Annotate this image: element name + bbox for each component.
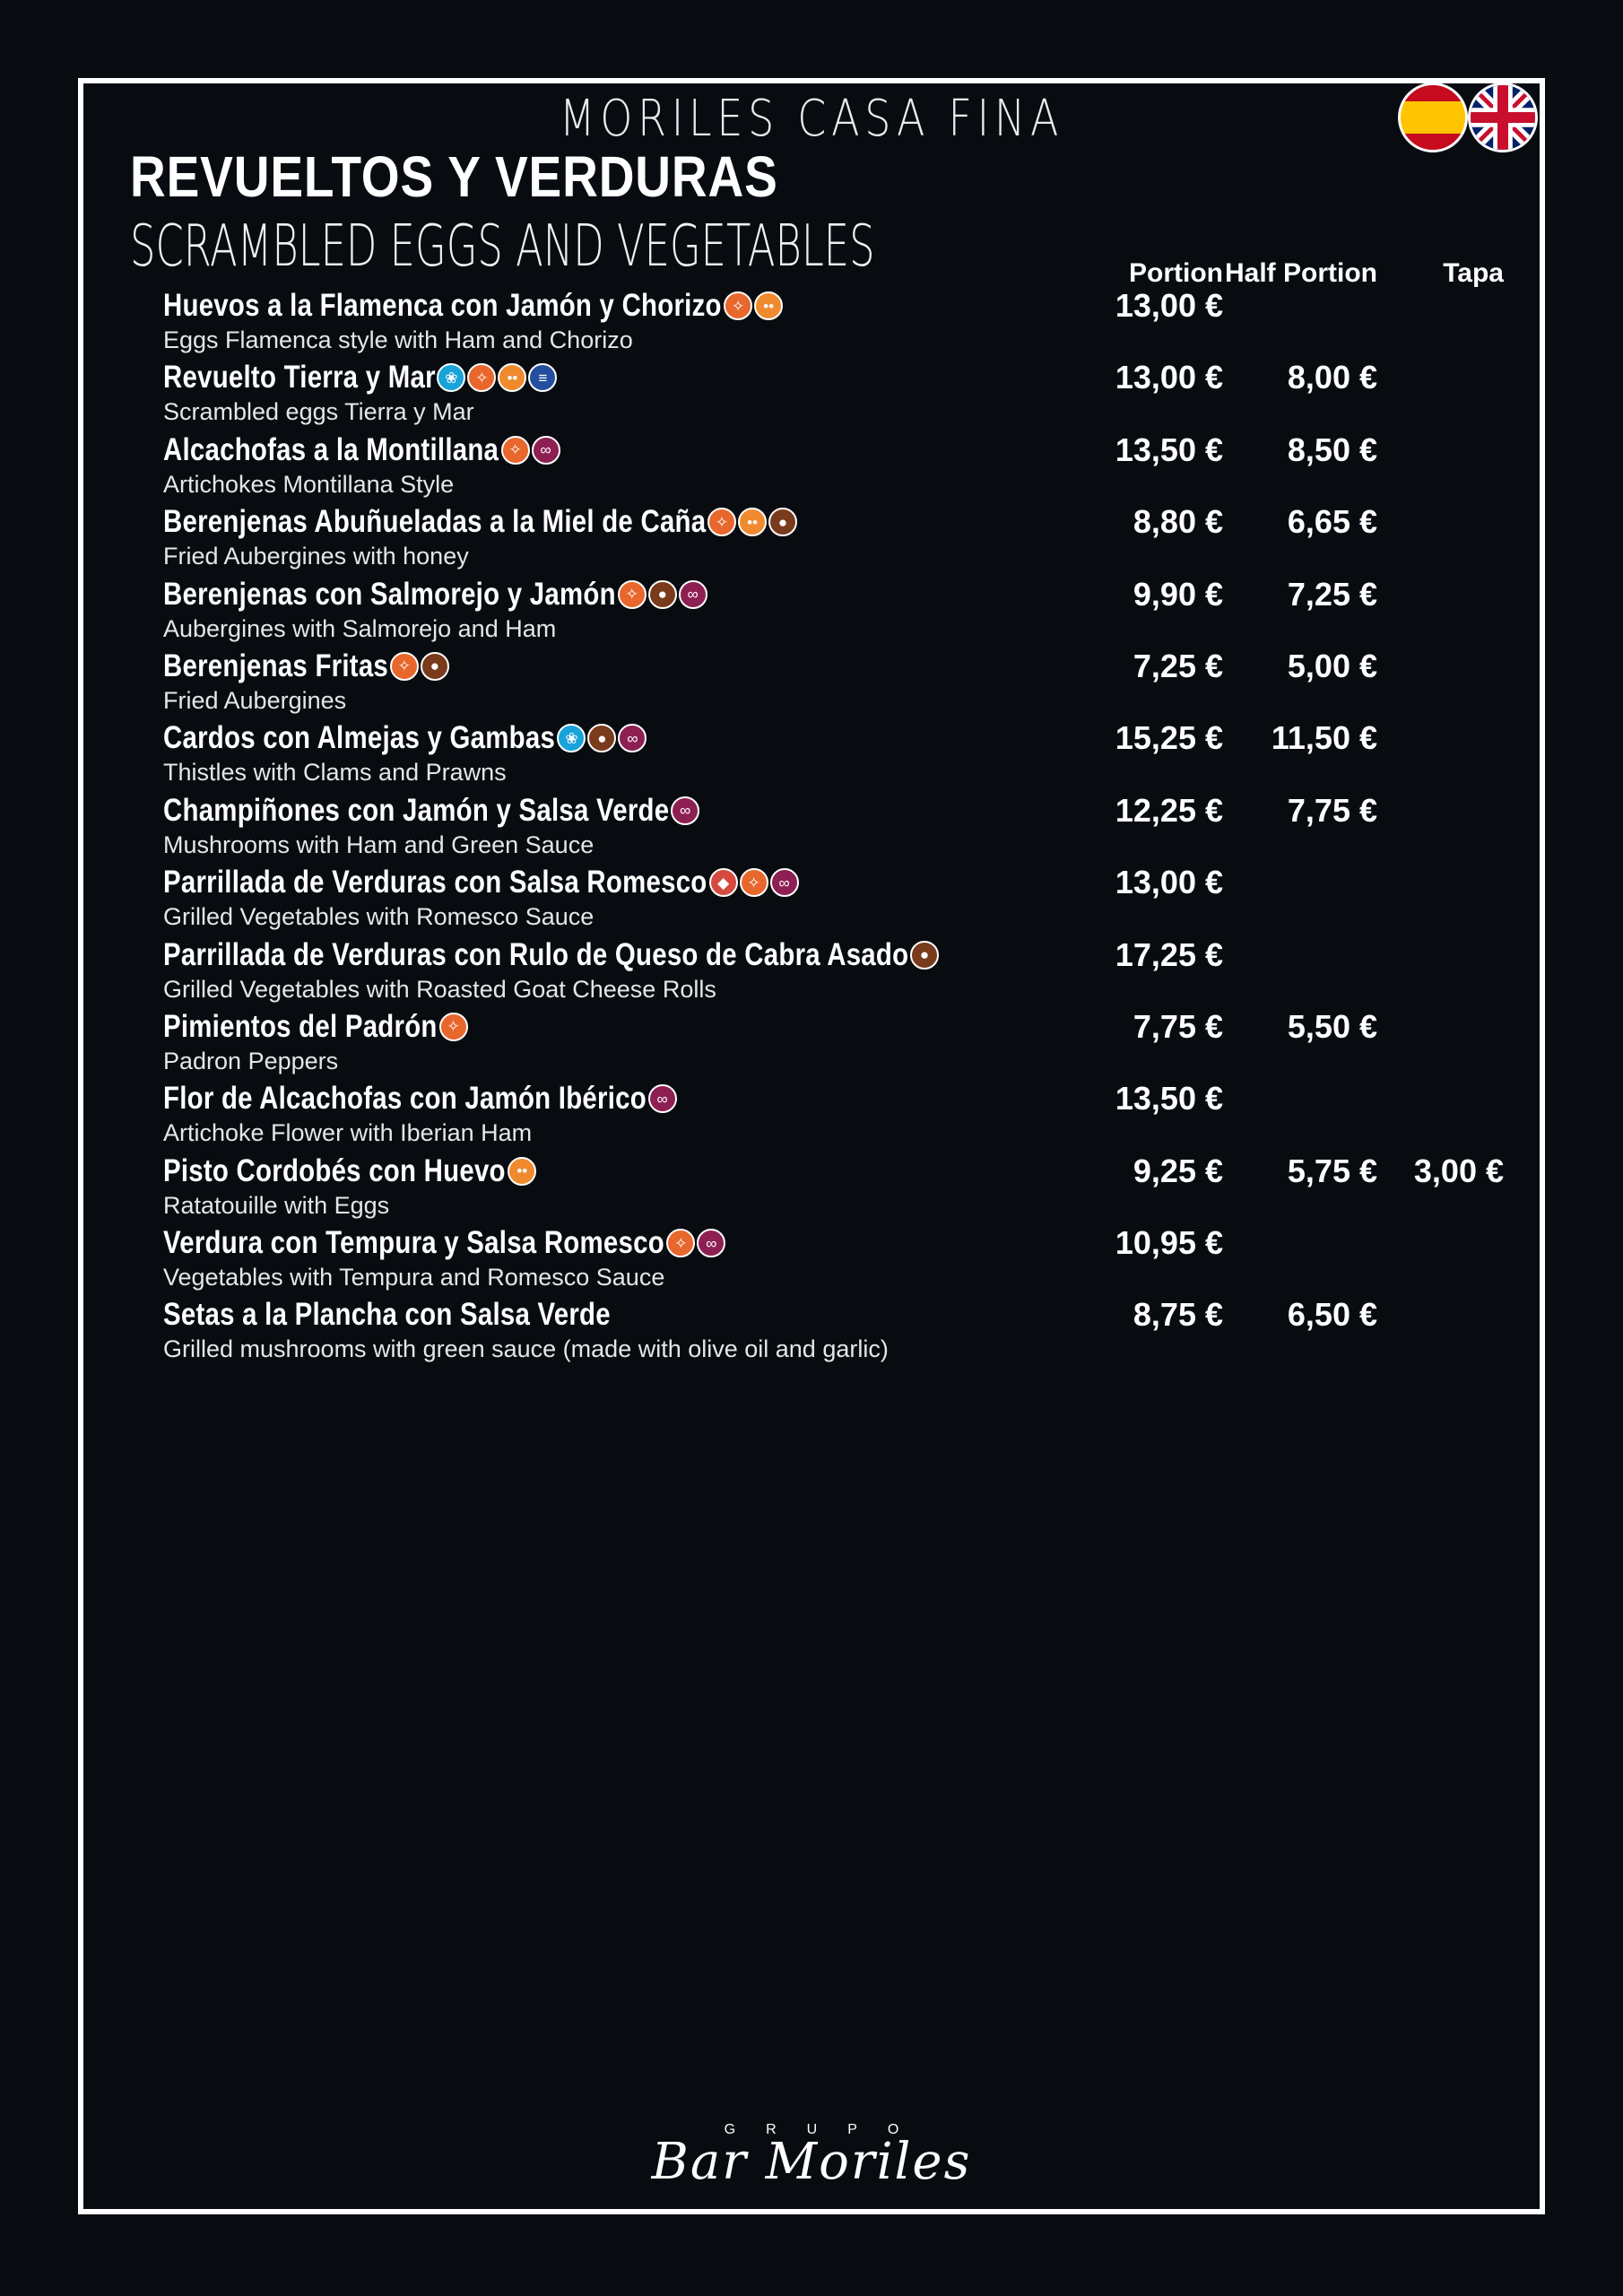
price-half-portion: 5,75 € xyxy=(1287,1152,1377,1189)
menu-item-name-line xyxy=(163,790,699,831)
menu-item-description: Fried Aubergines with honey xyxy=(163,543,469,570)
price-portion: 8,75 € xyxy=(1133,1296,1223,1334)
menu-item-name-line xyxy=(163,1222,725,1264)
sulphite-allergen-icon: ∞ xyxy=(532,436,560,465)
menu-item-description: Padron Peppers xyxy=(163,1047,339,1074)
sulphite-allergen-icon: ∞ xyxy=(671,796,699,825)
language-switcher xyxy=(1398,83,1541,154)
column-header-portion: Portion xyxy=(1129,258,1223,288)
price-portion: 8,80 € xyxy=(1133,503,1223,541)
logo-grupo-text: GRUPO xyxy=(724,2122,930,2137)
egg-allergen-icon: •• xyxy=(498,363,526,392)
egg-allergen-icon: •• xyxy=(508,1157,536,1186)
price-half-portion: 6,50 € xyxy=(1287,1296,1377,1334)
menu-item-name-line xyxy=(163,1151,536,1192)
sulphite-allergen-icon: ∞ xyxy=(770,868,799,897)
nuts-allergen-icon: ● xyxy=(648,580,677,609)
menu-item xyxy=(163,935,1508,1006)
allergen-icons xyxy=(724,291,783,320)
egg-allergen-icon: •• xyxy=(738,508,767,536)
group-logo xyxy=(0,2122,1623,2191)
menu-item xyxy=(163,501,1508,573)
menu-item-name: Berenjenas Abuñueladas a la Miel de Caña xyxy=(163,504,707,540)
price-portion: 9,25 € xyxy=(1133,1152,1223,1189)
price-portion: 13,00 € xyxy=(1115,359,1223,396)
price-portion: 10,95 € xyxy=(1115,1224,1223,1262)
price-half-portion: 7,75 € xyxy=(1287,791,1377,829)
price-half-portion: 11,50 € xyxy=(1271,719,1377,757)
gluten-allergen-icon: ✧ xyxy=(740,868,768,897)
menu-item-description: Grilled Vegetables with Roasted Goat Cheese Rolls xyxy=(163,975,716,1003)
menu-item-name-line xyxy=(163,646,449,687)
menu-list xyxy=(163,285,1508,1367)
menu-item-description: Artichoke Flower with Iberian Ham xyxy=(163,1119,533,1147)
menu-item xyxy=(163,718,1508,789)
gluten-allergen-icon: ✧ xyxy=(467,363,496,392)
menu-item-description: Grilled mushrooms with green sauce (made with olive oil and garlic) xyxy=(163,1335,889,1363)
gluten-allergen-icon: ✧ xyxy=(666,1229,695,1257)
menu-item-name-line xyxy=(163,357,557,398)
crustacean-allergen-icon: ❀ xyxy=(437,363,465,392)
menu-item-description: Ratatouille with Eggs xyxy=(163,1191,390,1219)
price-half-portion: 5,50 € xyxy=(1287,1007,1377,1045)
menu-item-description: Thistles with Clams and Prawns xyxy=(163,759,507,787)
price-half-portion: 8,00 € xyxy=(1287,359,1377,396)
menu-item-description: Artichokes Montillana Style xyxy=(163,470,455,498)
price-half-portion: 6,65 € xyxy=(1287,503,1377,541)
menu-item xyxy=(163,862,1508,934)
price-half-portion: 8,50 € xyxy=(1287,430,1377,468)
menu-item-description: Eggs Flamenca style with Ham and Chorizo xyxy=(163,326,633,353)
menu-item-name: Parrillada de Verduras con Rulo de Queso de Cabra Asado xyxy=(163,936,909,972)
section-title-en: SCRAMBLED EGGS AND VEGETABLES xyxy=(130,213,875,280)
menu-item-name-line xyxy=(163,430,560,471)
price-portion: 17,25 € xyxy=(1115,935,1223,973)
gluten-allergen-icon: ✧ xyxy=(501,436,530,465)
allergen-icons xyxy=(501,436,560,465)
menu-item-name: Pimientos del Padrón xyxy=(163,1008,438,1044)
column-header-tapa: Tapa xyxy=(1443,258,1504,288)
menu-item-name-line xyxy=(163,935,939,976)
allergen-icons xyxy=(508,1157,536,1186)
column-header-half-portion: Half Portion xyxy=(1225,258,1377,288)
spain-flag-icon[interactable] xyxy=(1398,83,1468,152)
menu-item-name: Berenjenas Fritas xyxy=(163,648,389,683)
crustacean-allergen-icon: ❀ xyxy=(557,724,586,752)
price-half-portion: 5,00 € xyxy=(1287,647,1377,684)
menu-item xyxy=(163,646,1508,718)
sulphite-allergen-icon: ∞ xyxy=(697,1229,725,1257)
menu-item-description: Mushrooms with Ham and Green Sauce xyxy=(163,831,595,858)
nuts-allergen-icon: ● xyxy=(910,941,939,970)
price-portion: 13,00 € xyxy=(1115,287,1223,324)
menu-item-description: Scrambled eggs Tierra y Mar xyxy=(163,398,474,426)
allergen-icons xyxy=(671,796,699,825)
menu-item xyxy=(163,574,1508,646)
menu-item xyxy=(163,1078,1508,1150)
menu-item-description: Grilled Vegetables with Romesco Sauce xyxy=(163,903,595,931)
menu-item-name: Huevos a la Flamenca con Jamón y Chorizo xyxy=(163,288,722,323)
nuts-allergen-icon: ● xyxy=(587,724,616,752)
menu-item-name-line xyxy=(163,501,797,543)
mustard-allergen-icon: ◆ xyxy=(709,868,738,897)
menu-item xyxy=(163,1294,1508,1366)
sulphite-allergen-icon: ∞ xyxy=(618,724,647,752)
menu-item-name-line xyxy=(163,862,799,903)
brand-title: MORILES CASA FINA xyxy=(559,90,1064,148)
section-title-es: REVUELTOS Y VERDURAS xyxy=(130,144,778,209)
menu-item-description: Aubergines with Salmorejo and Ham xyxy=(163,614,557,642)
menu-item-name: Revuelto Tierra y Mar xyxy=(163,360,436,396)
menu-item-description: Fried Aubergines xyxy=(163,686,347,714)
price-portion: 13,50 € xyxy=(1115,430,1223,468)
allergen-icons xyxy=(557,724,647,752)
menu-item-name-line xyxy=(163,718,647,759)
menu-item xyxy=(163,1006,1508,1078)
price-portion: 13,50 € xyxy=(1115,1080,1223,1118)
allergen-icons xyxy=(666,1229,725,1257)
menu-item-name: Parrillada de Verduras con Salsa Romesco xyxy=(163,865,707,900)
price-portion: 13,00 € xyxy=(1115,864,1223,901)
allergen-icons xyxy=(390,652,449,681)
menu-item-name: Alcachofas a la Montillana xyxy=(163,431,499,467)
menu-item-name: Champiñones con Jamón y Salsa Verde xyxy=(163,792,670,828)
price-tapa: 3,00 € xyxy=(1413,1152,1504,1189)
price-half-portion: 7,25 € xyxy=(1287,575,1377,613)
allergen-icons xyxy=(709,868,799,897)
menu-item xyxy=(163,1222,1508,1294)
menu-item-name: Verdura con Tempura y Salsa Romesco xyxy=(163,1225,664,1261)
menu-item-name: Setas a la Plancha con Salsa Verde xyxy=(163,1297,611,1333)
menu-item-name: Cardos con Almejas y Gambas xyxy=(163,720,556,756)
price-portion: 12,25 € xyxy=(1115,791,1223,829)
menu-item-name-line xyxy=(163,285,783,326)
gluten-allergen-icon: ✧ xyxy=(724,291,752,320)
allergen-icons xyxy=(707,508,797,536)
menu-item xyxy=(163,285,1508,357)
menu-item-name-line xyxy=(163,574,707,615)
menu-item-name-line xyxy=(163,1006,468,1048)
gluten-allergen-icon: ✧ xyxy=(439,1013,468,1041)
gluten-allergen-icon: ✧ xyxy=(707,508,736,536)
uk-flag-icon[interactable] xyxy=(1468,83,1538,152)
menu-item xyxy=(163,1151,1508,1222)
menu-item-name: Pisto Cordobés con Huevo xyxy=(163,1152,506,1188)
sulphite-allergen-icon: ∞ xyxy=(648,1084,677,1113)
menu-item xyxy=(163,790,1508,862)
price-portion: 7,75 € xyxy=(1133,1007,1223,1045)
allergen-icons xyxy=(648,1084,677,1113)
nuts-allergen-icon: ● xyxy=(768,508,797,536)
menu-item-name: Flor de Alcachofas con Jamón Ibérico xyxy=(163,1081,647,1117)
menu-item xyxy=(163,430,1508,501)
menu-item-name: Berenjenas con Salmorejo y Jamón xyxy=(163,576,616,612)
menu-item xyxy=(163,357,1508,429)
menu-item-name-line xyxy=(163,1294,612,1335)
allergen-icons xyxy=(618,580,707,609)
gluten-allergen-icon: ✧ xyxy=(618,580,647,609)
nuts-allergen-icon: ● xyxy=(421,652,449,681)
menu-item-description: Vegetables with Tempura and Romesco Sauce xyxy=(163,1264,665,1292)
price-portion: 7,25 € xyxy=(1133,647,1223,684)
price-portion: 15,25 € xyxy=(1115,719,1223,757)
egg-allergen-icon: •• xyxy=(754,291,783,320)
logo-script-text: Bar Moriles xyxy=(651,2133,972,2191)
allergen-icons xyxy=(910,941,939,970)
price-portion: 9,90 € xyxy=(1133,575,1223,613)
fish-allergen-icon: ≡ xyxy=(528,363,557,392)
allergen-icons xyxy=(439,1013,468,1041)
sulphite-allergen-icon: ∞ xyxy=(679,580,707,609)
menu-item-name-line xyxy=(163,1078,677,1119)
allergen-icons xyxy=(437,363,557,392)
gluten-allergen-icon: ✧ xyxy=(390,652,419,681)
